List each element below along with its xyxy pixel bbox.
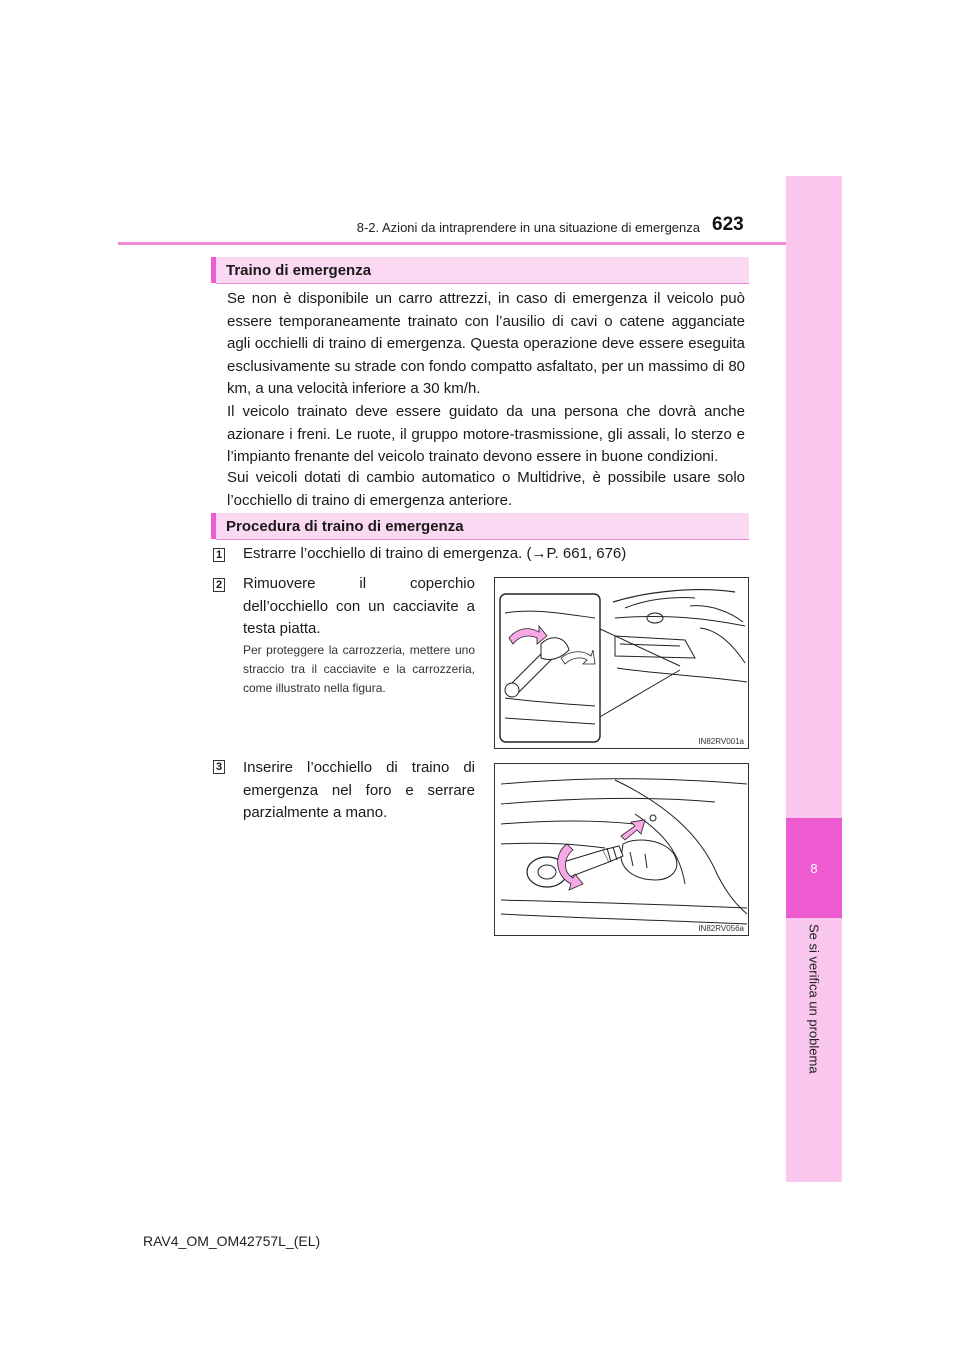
- figure-insert-towing-eye: [494, 763, 749, 936]
- section-heading-towing-procedure: [211, 513, 749, 539]
- section-title: Procedura di traino di emergenza: [226, 517, 464, 535]
- side-tab-chapter-title: Se si verifica un problema: [806, 924, 822, 1074]
- step-number-badge: 1: [213, 548, 225, 562]
- paragraph-towing-conditions: Se non è disponibile un carro attrezzi, in caso di emergenza il veicolo può essere temporaneamente trainato con l’ausilio di cavi o catene agganciate agli occhielli di traino di emergenza. Questa operazione deve essere eseguita esclusivamente su strade con fondo compatto asfaltato, per un massimo di 80 km, a una velocità inferiore a 30 km/h.: [227, 290, 745, 397]
- page-number: 623: [712, 214, 744, 235]
- figure-code: IN82RV001a: [698, 737, 744, 746]
- figure-remove-cover: [494, 577, 749, 749]
- running-header-section: 8-2. Azioni da intraprendere in una situazione di emergenza: [356, 220, 700, 235]
- step-2-text: Rimuovere il coperchio dell’occhiello con un cacciavite a testa piatta.: [243, 575, 475, 637]
- header-rule: [118, 242, 786, 245]
- step-2-note: Per proteggere la carrozzeria, mettere uno straccio tra il cacciavite e la carrozzeria, come illustrato nella figura.: [243, 643, 475, 695]
- figure-code: IN82RV056a: [698, 924, 744, 933]
- section-title: Traino di emergenza: [226, 261, 372, 279]
- step-number-badge: 3: [213, 760, 225, 774]
- paragraph-towed-vehicle-requirements: Il veicolo trainato deve essere guidato da una persona che dovrà anche azionare i freni. Le ruote, il gruppo motore-trasmissione, gli assali, lo sterzo e l’impianto frenante del veicolo trainato devono essere in buone condizioni.: [227, 403, 745, 465]
- illustration-remove-cover: [495, 578, 748, 748]
- side-tab-chapter-number[interactable]: 8: [786, 818, 842, 918]
- paragraph-automatic-transmission-note: Sui veicoli dotati di cambio automatico o Multidrive, è possibile usare solo l’occhiello di traino di emergenza anteriore.: [227, 469, 745, 509]
- step-1-text: Estrarre l’occhiello di traino di emergenza. (→P. 661, 676): [243, 545, 627, 562]
- footer-document-id: RAV4_OM_OM42757L_(EL): [143, 1233, 321, 1249]
- section-heading-emergency-towing: [211, 257, 749, 283]
- step-3-text: Inserire l’occhiello di traino di emergenza nel foro e serrare parzialmente a mano.: [243, 759, 475, 821]
- step-number-badge: 2: [213, 578, 225, 592]
- illustration-insert-towing-eye: [495, 764, 748, 935]
